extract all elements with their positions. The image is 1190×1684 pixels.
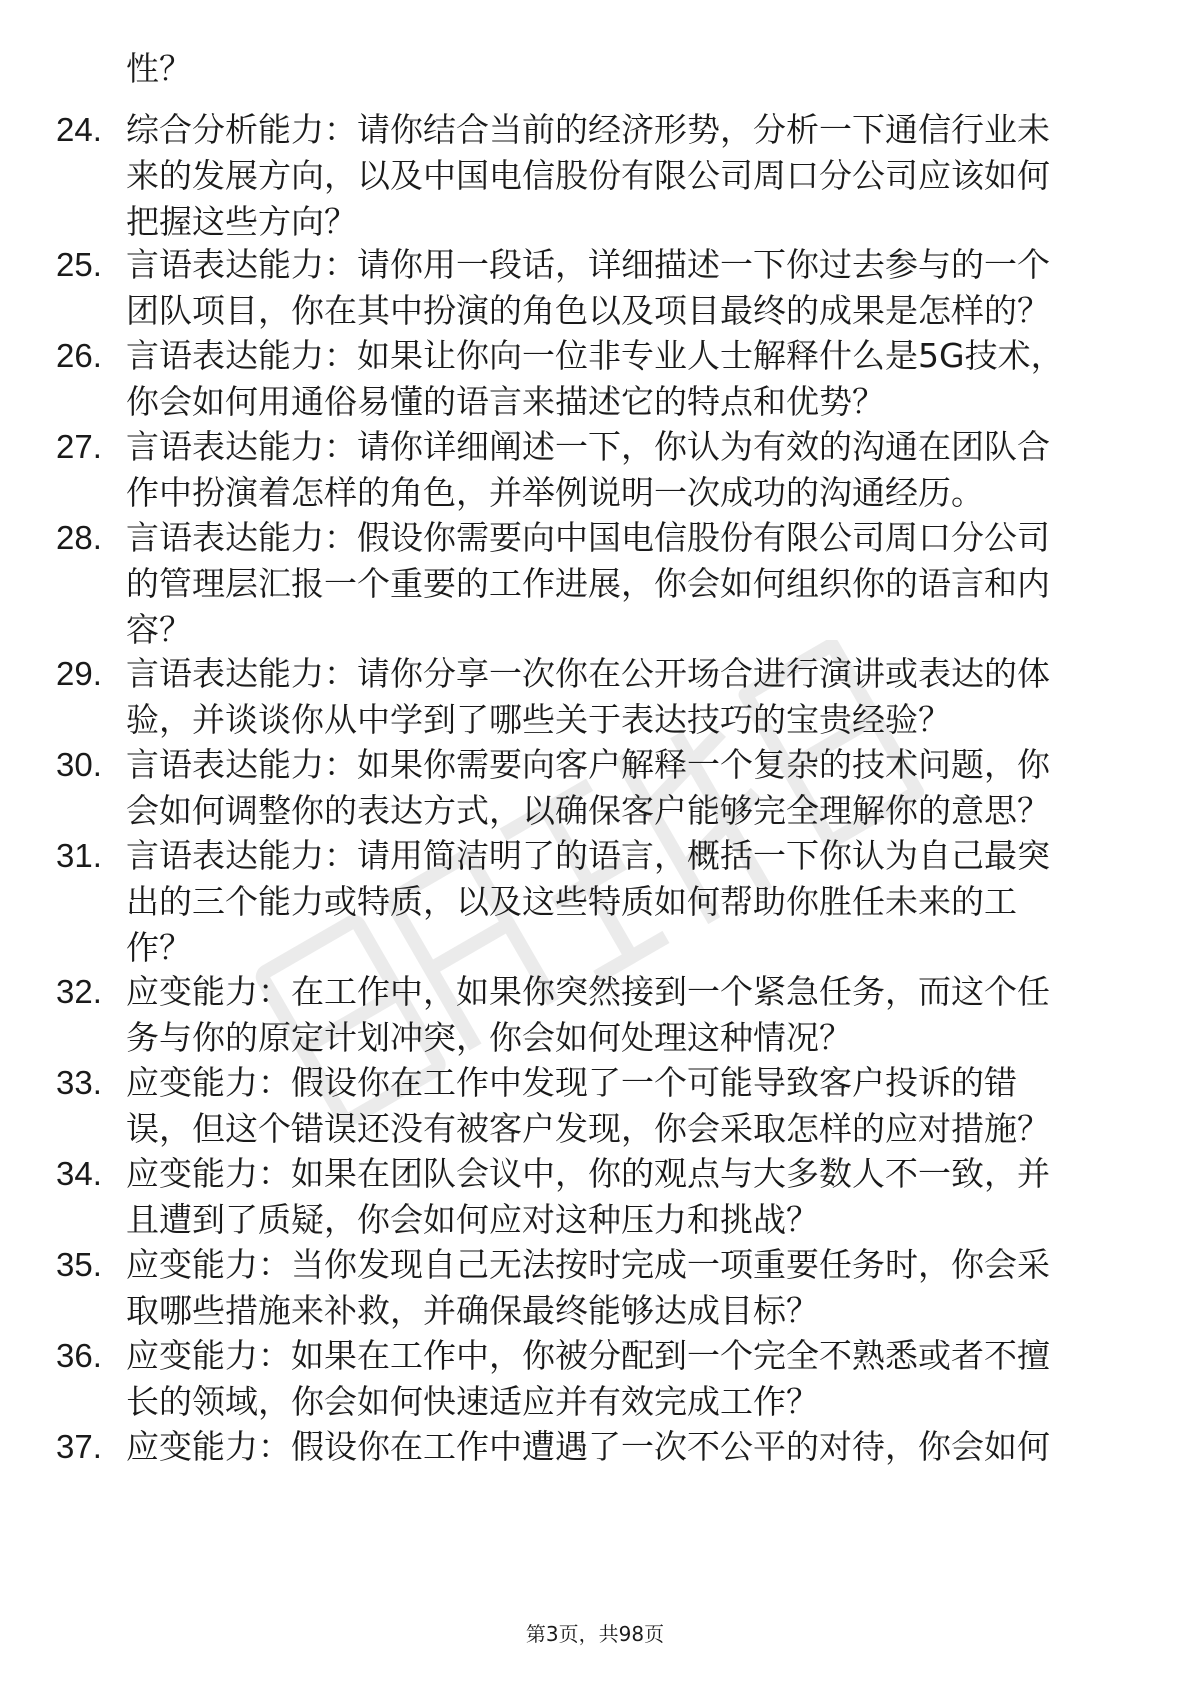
question-text: [126, 1151, 1126, 1243]
question-line: 验，并谈谈你从中学到了哪些关于表达技巧的宝贵经验？: [126, 700, 951, 739]
question-number: 35.: [56, 1246, 102, 1283]
question-line: 综合分析能力：请你结合当前的经济形势，分析一下通信行业未: [126, 110, 1050, 149]
question-text: [126, 107, 1126, 245]
question-line: 应变能力：假设你在工作中发现了一个可能导致客户投诉的错: [126, 1063, 1017, 1102]
question-number: 24.: [56, 111, 102, 148]
question-line: 把握这些方向？: [126, 202, 357, 241]
continued-question-text: 性？: [126, 49, 192, 88]
question-number: 27.: [56, 428, 102, 465]
question-text: [126, 651, 1126, 743]
question-line: 作中扮演着怎样的角色，并举例说明一次成功的沟通经历。: [126, 473, 984, 512]
question-number: 28.: [56, 519, 102, 556]
question-number: 26.: [56, 337, 102, 374]
question-line: 的管理层汇报一个重要的工作进展，你会如何组织你的语言和内: [126, 564, 1050, 603]
question-line: 言语表达能力：如果你需要向客户解释一个复杂的技术问题，你: [126, 745, 1050, 784]
question-number: 30.: [56, 746, 102, 783]
question-line: 且遭到了质疑，你会如何应对这种压力和挑战？: [126, 1200, 819, 1239]
question-number: 31.: [56, 837, 102, 874]
question-text: [126, 242, 1126, 334]
question-line: 言语表达能力：假设你需要向中国电信股份有限公司周口分公司: [126, 518, 1050, 557]
question-line: 长的领域，你会如何快速适应并有效完成工作？: [126, 1382, 819, 1421]
question-text: [126, 969, 1126, 1061]
question-line: 出的三个能力或特质，以及这些特质如何帮助你胜任未来的工: [126, 882, 1017, 921]
question-text: [126, 1060, 1126, 1152]
question-line: 言语表达能力：请你分享一次你在公开场合进行演讲或表达的体: [126, 654, 1050, 693]
question-line: 言语表达能力：请用简洁明了的语言，概括一下你认为自己最突: [126, 836, 1050, 875]
question-line: 会如何调整你的表达方式，以确保客户能够完全理解你的意思？: [126, 791, 1050, 830]
question-line: 你会如何用通俗易懂的语言来描述它的特点和优势？: [126, 382, 885, 421]
question-line: 团队项目，你在其中扮演的角色以及项目最终的成果是怎样的？: [126, 291, 1050, 330]
question-line: 应变能力：如果在工作中，你被分配到一个完全不熟悉或者不擅: [126, 1336, 1050, 1375]
question-line: 应变能力：当你发现自己无法按时完成一项重要任务时，你会采: [126, 1245, 1050, 1284]
question-line: 言语表达能力：如果让你向一位非专业人士解释什么是5G技术，: [126, 336, 1064, 375]
question-text: [126, 424, 1126, 516]
page-number-footer: 第3页，共98页: [525, 1622, 665, 1646]
question-text: [126, 1424, 1126, 1470]
question-line: 取哪些措施来补救，并确保最终能够达成目标？: [126, 1291, 819, 1330]
question-number: 25.: [56, 246, 102, 283]
question-line: 务与你的原定计划冲突，你会如何处理这种情况？: [126, 1018, 852, 1057]
question-number: 32.: [56, 973, 102, 1010]
question-line: 应变能力：如果在团队会议中，你的观点与大多数人不一致，并: [126, 1154, 1050, 1193]
question-line: 应变能力：假设你在工作中遭遇了一次不公平的对待，你会如何: [126, 1427, 1050, 1466]
question-number: 37.: [56, 1428, 102, 1465]
question-number: 34.: [56, 1155, 102, 1192]
question-text: [126, 742, 1126, 834]
question-line: 言语表达能力：请你详细阐述一下，你认为有效的沟通在团队合: [126, 427, 1050, 466]
question-line: 应变能力：在工作中，如果你突然接到一个紧急任务，而这个任: [126, 972, 1050, 1011]
question-line: 容？: [126, 610, 192, 649]
question-number: 29.: [56, 655, 102, 692]
question-text: [126, 1333, 1126, 1425]
question-text: [126, 1242, 1126, 1334]
question-number: 33.: [56, 1064, 102, 1101]
question-number: 36.: [56, 1337, 102, 1374]
question-text: [126, 833, 1126, 971]
question-line: 误，但这个错误还没有被客户发现，你会采取怎样的应对措施？: [126, 1109, 1050, 1148]
question-line: 言语表达能力：请你用一段话，详细描述一下你过去参与的一个: [126, 245, 1050, 284]
question-text: [126, 515, 1126, 653]
question-line: 来的发展方向，以及中国电信股份有限公司周口分公司应该如何: [126, 156, 1050, 195]
question-text: [126, 333, 1126, 425]
question-line: 作？: [126, 928, 192, 967]
